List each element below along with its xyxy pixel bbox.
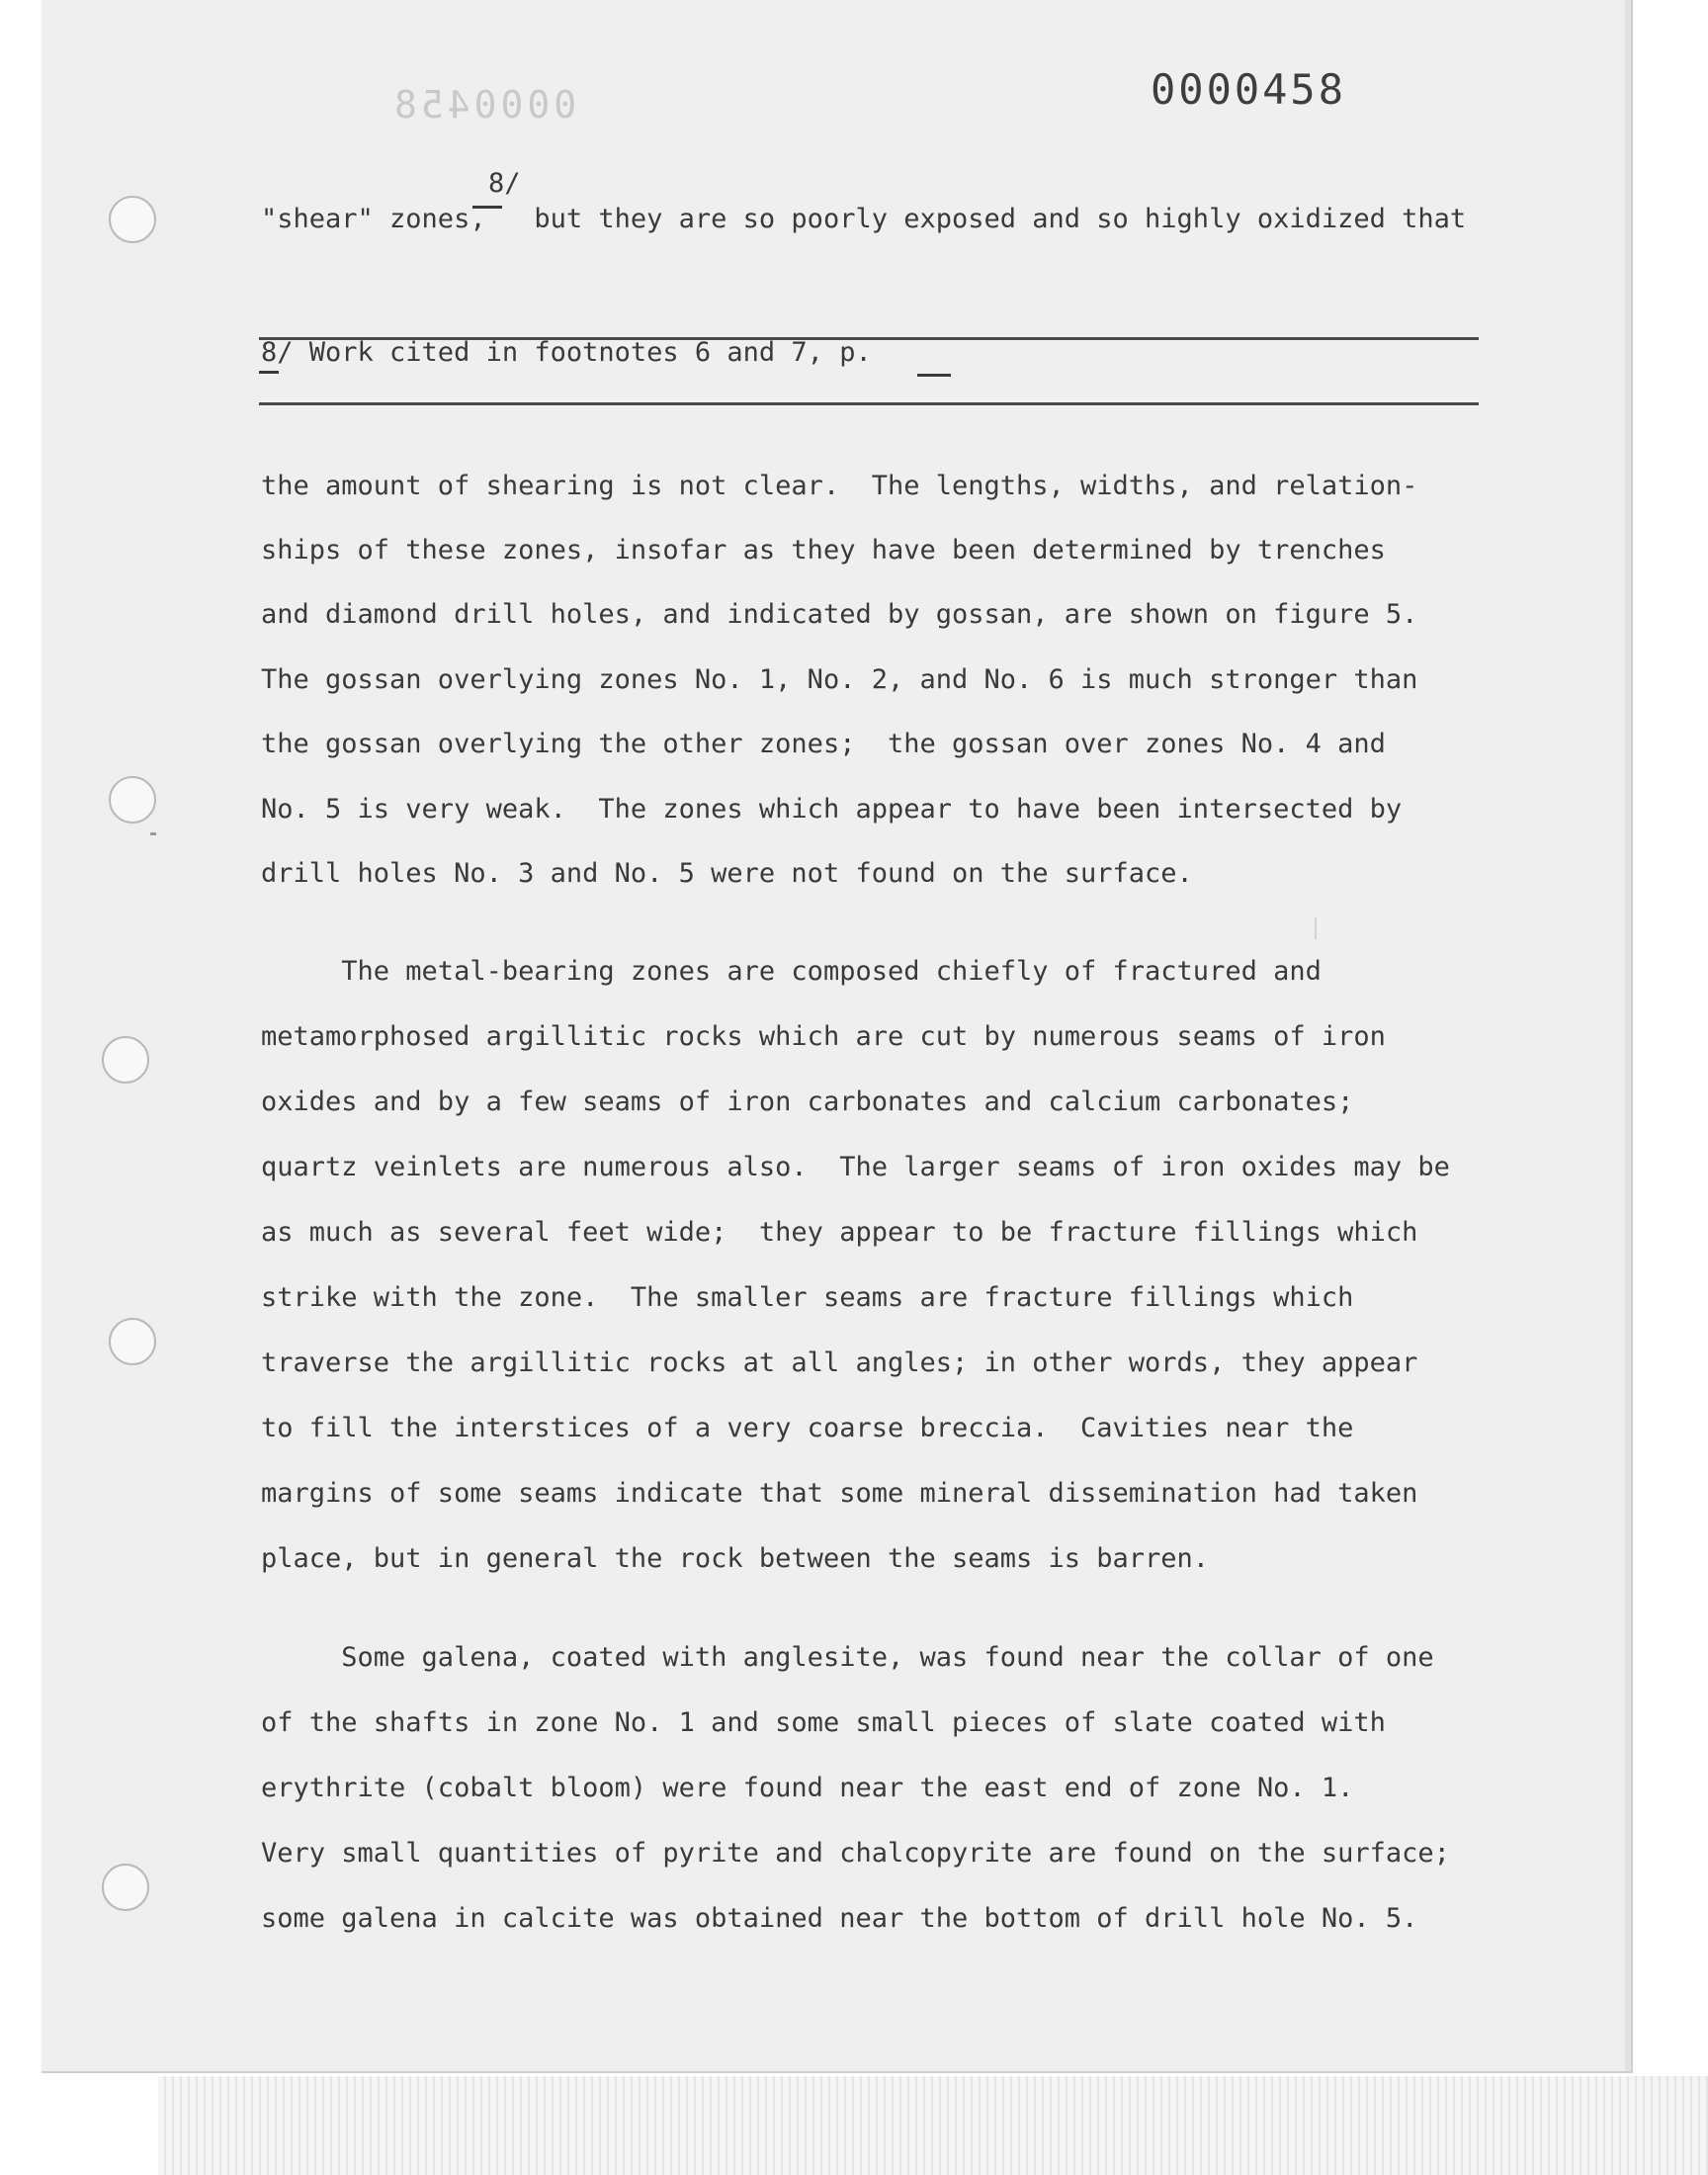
text-line: the amount of shearing is not clear. The lengths, widths, and relation-: [261, 471, 1418, 501]
text-line: ships of these zones, insofar as they have been determined by trenches: [261, 535, 1386, 566]
text-line: quartz veinlets are numerous also. The larger seams of iron oxides may be: [261, 1152, 1450, 1182]
text-line: drill holes No. 3 and No. 5 were not found on the surface.: [261, 858, 1193, 889]
text-line: traverse the argillitic rocks at all angles; in other words, they appear: [261, 1348, 1418, 1378]
text-line: and diamond drill holes, and indicated by gossan, are shown on figure 5.: [261, 599, 1418, 630]
text-line: Very small quantities of pyrite and chalcopyrite are found on the surface;: [261, 1838, 1450, 1869]
text-line: The metal-bearing zones are composed chiefly of fractured and: [261, 956, 1322, 987]
text-line: The gossan overlying zones No. 1, No. 2, and No. 6 is much stronger than: [261, 664, 1418, 695]
scan-speck: [150, 832, 156, 835]
text-line: the gossan overlying the other zones; the gossan over zones No. 4 and: [261, 729, 1386, 759]
text-line: of the shafts in zone No. 1 and some small pieces of slate coated with: [261, 1707, 1386, 1738]
footnote-number-underline: [259, 371, 279, 374]
text-line: some galena in calcite was obtained near the bottom of drill hole No. 5.: [261, 1903, 1418, 1934]
text-line: Some galena, coated with anglesite, was found near the collar of one: [261, 1642, 1434, 1673]
text-line: erythrite (cobalt bloom) were found near the east end of zone No. 1.: [261, 1773, 1354, 1803]
text-line: as much as several feet wide; they appear to be fracture fillings which: [261, 1217, 1418, 1248]
scan-mark: [1315, 917, 1317, 939]
text-line: place, but in general the rock between the seams is barren.: [261, 1543, 1210, 1574]
bleed-through-number: 0000458: [390, 83, 577, 127]
binder-hole: [109, 196, 156, 243]
footnote-text: 8/ Work cited in footnotes 6 and 7, p.: [261, 337, 888, 368]
footnote-reference: 8/: [488, 168, 521, 199]
binder-hole: [102, 1864, 149, 1911]
document-number: 0000458: [1151, 65, 1347, 114]
text-line: margins of some seams indicate that some mineral dissemination had taken: [261, 1478, 1418, 1509]
binder-hole: [109, 1318, 156, 1365]
binder-hole: [109, 776, 156, 824]
scanner-edge-strip: [0, 2076, 1708, 2175]
text-line: strike with the zone. The smaller seams are fracture fillings which: [261, 1282, 1354, 1313]
text-line: "shear" zones, but they are so poorly exposed and so highly oxidized that: [261, 204, 1467, 234]
text-line: metamorphosed argillitic rocks which are cut by numerous seams of iron: [261, 1021, 1386, 1052]
text-line: to fill the interstices of a very coarse breccia. Cavities near the: [261, 1413, 1354, 1443]
text-line: oxides and by a few seams of iron carbonates and calcium carbonates;: [261, 1087, 1354, 1117]
text-line: No. 5 is very weak. The zones which appear to have been intersected by: [261, 794, 1403, 825]
footnote-page-blank: [917, 374, 951, 377]
binder-hole: [102, 1036, 149, 1084]
sheet-edge: [1625, 0, 1631, 2071]
footnote-rule-bottom: [259, 402, 1479, 405]
